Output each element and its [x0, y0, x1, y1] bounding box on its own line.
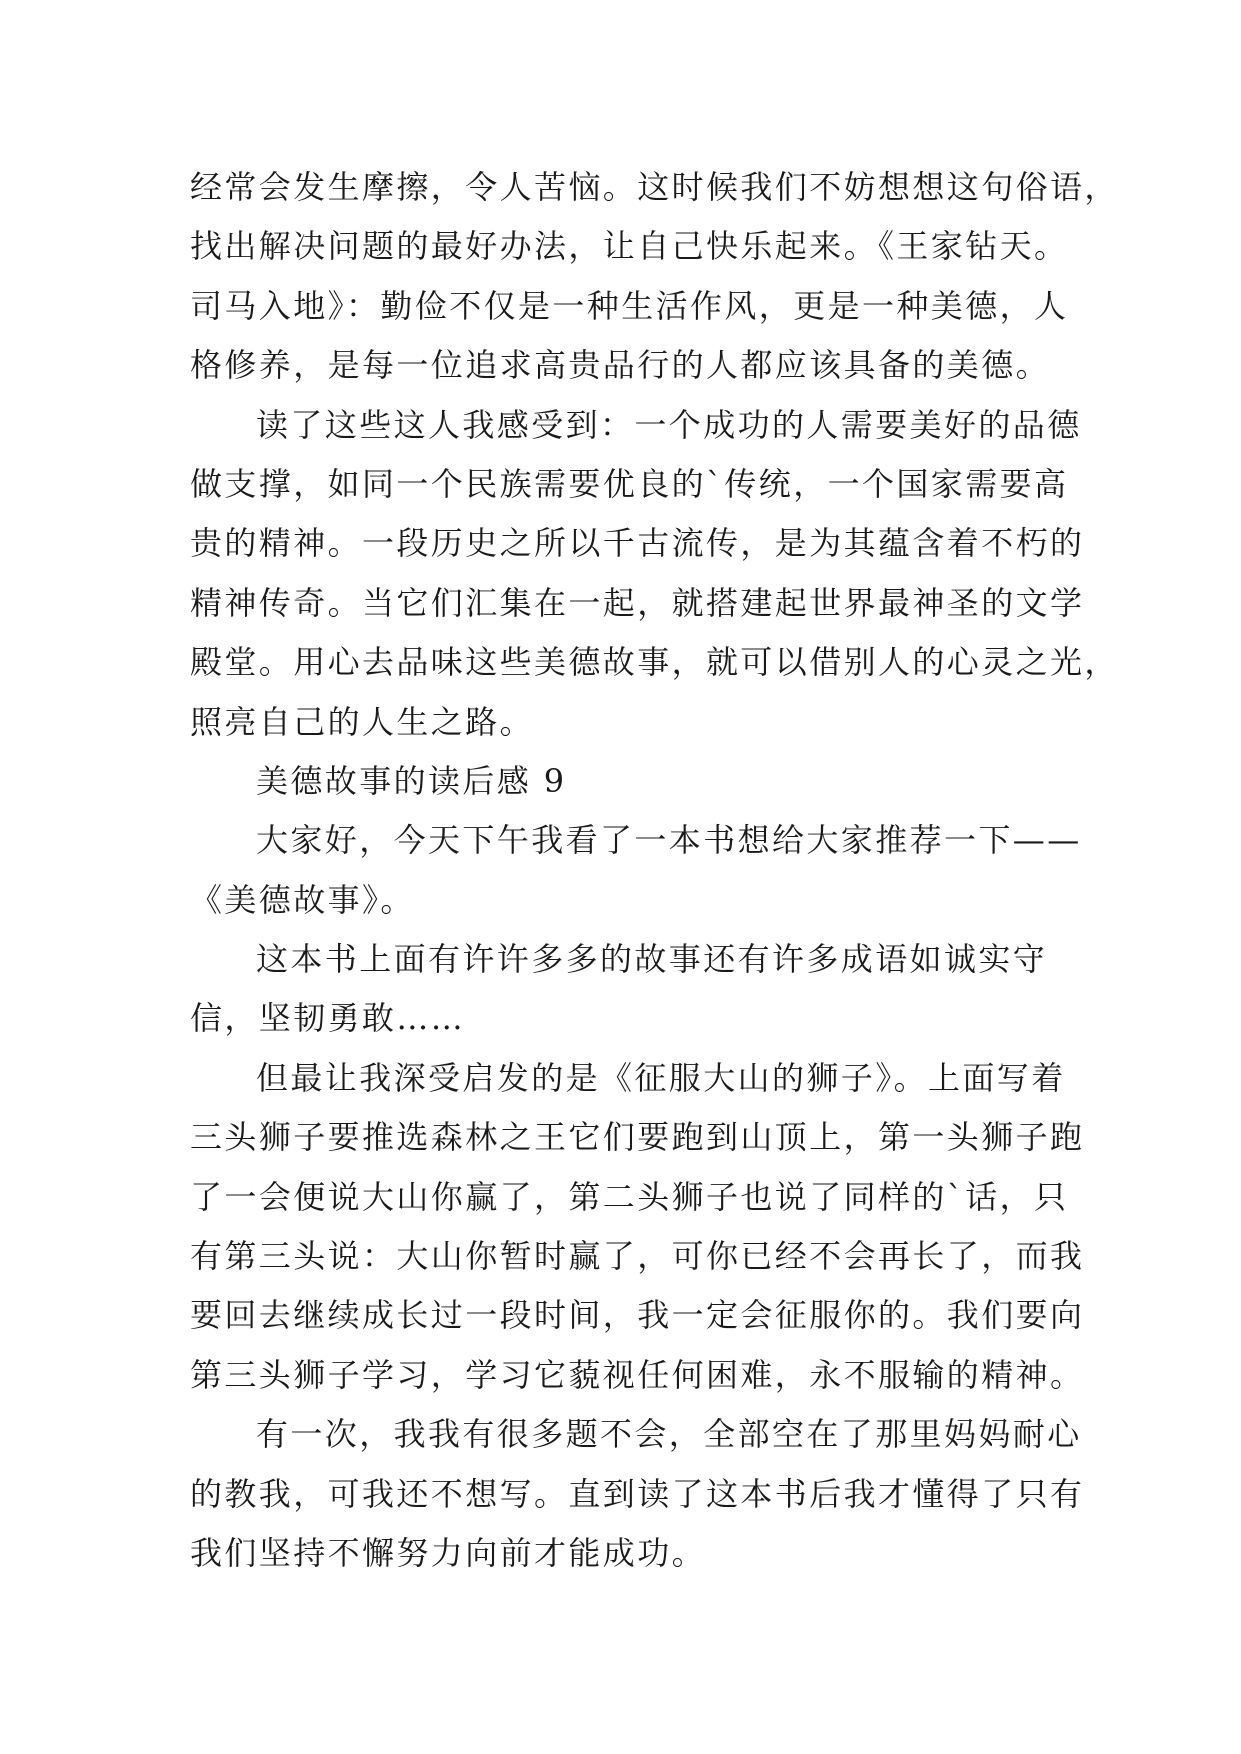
text-line: 大家好，今天下午我看了一本书想给大家推荐一下——	[256, 821, 1082, 860]
text-line: 这本书上面有许许多多的故事还有许多成语如诚实守	[256, 940, 1048, 979]
document-body	[190, 158, 1119, 1583]
text-line: 要回去继续成长过一段时间，我一定会征服你的。我们要向	[190, 1296, 1085, 1335]
text-line: 经常会发生摩擦，令人苦恼。这时候我们不妨想想这句俗语，	[190, 168, 1119, 206]
text-line: 但最让我深受启发的是《征服大山的狮子》。上面写着	[256, 1058, 1066, 1097]
text-line: 照亮自己的人生之路。	[190, 702, 535, 741]
text-line: 有一次，我我有很多题不会，全部空在了那里妈妈耐心	[256, 1415, 1082, 1454]
text-line: 《美德故事》。	[190, 880, 415, 919]
text-line: 格修养，是每一位追求高贵品行的人都应该具备的美德。	[190, 346, 1051, 385]
text-line: 了一会便说大山你赢了，第二头狮子也说了同样的`话，只	[190, 1177, 1069, 1216]
text-line: 有第三头说：大山你暂时赢了，可你已经不会再长了，而我	[190, 1237, 1085, 1276]
text-line: 信，坚韧勇敢……	[190, 999, 466, 1038]
text-line: 美德故事的读后感 9	[256, 761, 567, 800]
text-line: 三头狮子要推选森林之王它们要跑到山顶上，第一头狮子跑	[190, 1118, 1085, 1157]
text-line: 贵的精神。一段历史之所以千古流传，是为其蕴含着不朽的	[190, 524, 1085, 563]
text-line: 司马入地》：勤俭不仅是一种生活作风，更是一种美德，人	[190, 286, 1069, 325]
text-line: 找出解决问题的最好办法，让自己快乐起来。《王家钻天。	[190, 227, 1069, 266]
text-line: 读了这些这人我感受到：一个成功的人需要美好的品德	[256, 405, 1082, 444]
text-line: 第三头狮子学习，学习它藐视任何困难，永不服输的精神。	[190, 1355, 1085, 1394]
text-line: 的教我，可我还不想写。直到读了这本书后我才懂得了只有	[190, 1474, 1085, 1513]
text-line: 精神传奇。当它们汇集在一起，就搭建起世界最神圣的文学	[190, 583, 1085, 622]
text-line: 做支撑，如同一个民族需要优良的`传统，一个国家需要高	[190, 464, 1069, 503]
text-line: 殿堂。用心去品味这些美德故事，就可以借别人的心灵之光，	[190, 643, 1119, 682]
text-line: 我们坚持不懈努力向前才能成功。	[190, 1533, 707, 1572]
